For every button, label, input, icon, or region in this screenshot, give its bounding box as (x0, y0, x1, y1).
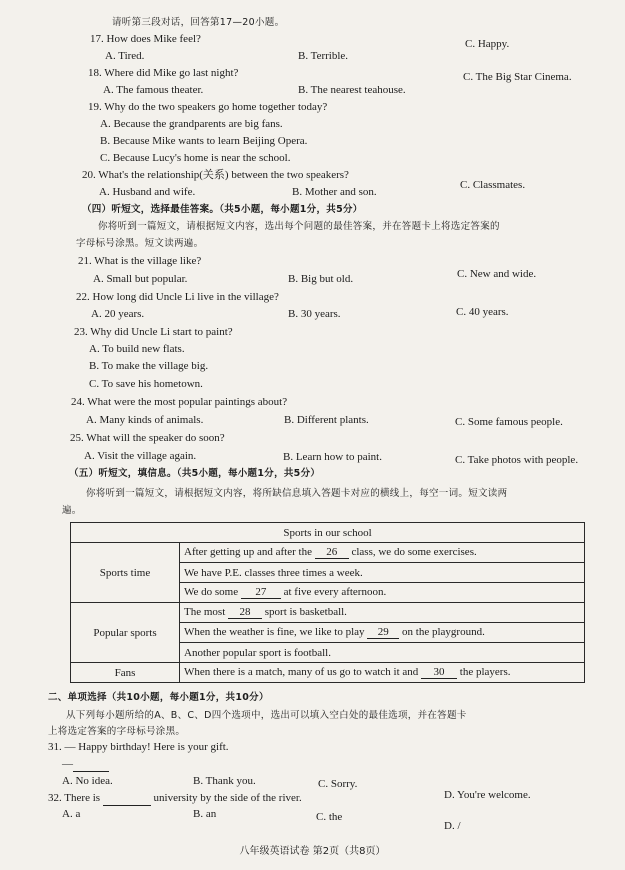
question-17: 17. How does Mike feel? (90, 33, 201, 45)
sports-time-label: Sports time (71, 543, 180, 603)
section4-instruction-line2: 字母标号涂黑。短文读两遍。 (76, 238, 204, 249)
q32-option-a: A. a (62, 808, 81, 820)
section5-instruction-line2: 遍。 (62, 505, 82, 516)
fans-label: Fans (71, 663, 180, 683)
question-19: 19. Why do the two speakers go home together today? (88, 101, 328, 113)
q23-option-c: C. To save his hometown. (89, 378, 203, 390)
q19-option-b: B. Because Mike wants to learn Beijing Opera. (100, 135, 308, 147)
table-row: We have P.E. classes three times a week. (180, 563, 585, 583)
question-23: 23. Why did Uncle Li start to paint? (74, 326, 233, 338)
q24-option-c: C. Some famous people. (455, 416, 563, 428)
q17-option-a: A. Tired. (105, 50, 145, 62)
table-row: When the weather is fine, we like to play 29 on the playground. (180, 623, 585, 643)
q22-option-b: B. 30 years. (288, 308, 341, 320)
part2-instruction-line1: 从下列每小题所给的A、B、C、D四个选项中，选出可以填入空白处的最佳选项，并在答题卡 (66, 710, 467, 721)
page-footer: 八年级英语试卷 第2页（共8页） (239, 846, 386, 857)
question-32: 32. There is university by the side of the river. (48, 792, 302, 804)
question-22: 22. How long did Uncle Li live in the village? (76, 291, 279, 303)
q22-option-a: A. 20 years. (91, 308, 145, 320)
q24-option-b: B. Different plants. (284, 414, 369, 426)
table-row: We do some 27 at five every afternoon. (180, 583, 585, 603)
popular-sports-label: Popular sports (71, 603, 180, 663)
question-31: 31. — Happy birthday! Here is your gift. (48, 741, 229, 753)
blank-28[interactable]: 28 (228, 606, 262, 619)
q25-option-a: A. Visit the village again. (84, 450, 197, 462)
q19-option-c: C. Because Lucy's home is near the school. (100, 152, 291, 164)
q19-option-a: A. Because the grandparents are big fans. (100, 118, 283, 130)
q31-option-c: C. Sorry. (318, 778, 358, 790)
q31-option-b: B. Thank you. (193, 775, 256, 787)
q18-option-a: A. The famous theater. (103, 84, 204, 96)
question-21: 21. What is the village like? (78, 255, 202, 267)
table-row: After getting up and after the 26 class, we do some exercises. (180, 543, 585, 563)
q32-option-b: B. an (193, 808, 217, 820)
part2-title: 二、单项选择（共10小题，每小题1分，共10分） (48, 692, 269, 703)
question-20: 20. What's the relationship(关系) between the two speakers? (82, 169, 349, 181)
q31-blank (73, 758, 109, 772)
q23-option-a: A. To build new flats. (89, 343, 185, 355)
q18-option-c: C. The Big Star Cinema. (463, 71, 572, 83)
section4-instruction-line1: 你将听到一篇短文，请根据短文内容，选出每个问题的最佳答案，并在答题卡上将选定答案的 (98, 221, 500, 232)
sports-info-table (70, 522, 585, 683)
table-row: The most 28 sport is basketball. (180, 603, 585, 623)
q32-option-d: D. / (444, 820, 461, 832)
blank-26[interactable]: 26 (315, 546, 349, 559)
q23-option-b: B. To make the village big. (89, 360, 209, 372)
q20-option-c: C. Classmates. (460, 179, 526, 191)
q31-option-d: D. You're welcome. (444, 789, 531, 801)
q18-option-b: B. The nearest teahouse. (298, 84, 406, 96)
q32-blank (103, 792, 151, 806)
blank-27[interactable]: 27 (241, 586, 281, 599)
question-24: 24. What were the most popular paintings about? (71, 396, 288, 408)
section5-title: （五）听短文，填信息。（共5小题，每小题1分，共5分） (69, 468, 321, 479)
q25-option-b: B. Learn how to paint. (283, 451, 382, 463)
q20-option-a: A. Husband and wife. (99, 186, 196, 198)
q31-option-a: A. No idea. (62, 775, 113, 787)
q17-option-c: C. Happy. (465, 38, 510, 50)
table-row: Another popular sport is football. (180, 643, 585, 663)
question-25: 25. What will the speaker do soon? (70, 432, 225, 444)
q22-option-c: C. 40 years. (456, 306, 509, 318)
question-18: 18. Where did Mike go last night? (88, 67, 239, 79)
q21-option-c: C. New and wide. (457, 268, 537, 280)
table-row: When there is a match, many of us go to watch it and 30 the players. (180, 663, 585, 683)
blank-30[interactable]: 30 (421, 666, 457, 679)
section5-instruction-line1: 你将听到一篇短文，请根据短文内容，将所缺信息填入答题卡对应的横线上，每空一词。短文读两 (86, 488, 508, 499)
section4-title: （四）听短文，选择最佳答案。（共5小题，每小题1分，共5分） (82, 204, 363, 215)
section3-instruction: 请听第三段对话，回答第17—20小题。 (112, 17, 285, 28)
part2-instruction-line2: 上将选定答案的字母标号涂黑。 (48, 726, 186, 737)
q21-option-b: B. Big but old. (288, 273, 354, 285)
q32-option-c: C. the (316, 811, 343, 823)
q31-answer-line: — (62, 758, 109, 772)
q17-option-b: B. Terrible. (298, 50, 349, 62)
blank-29[interactable]: 29 (367, 626, 399, 639)
q20-option-b: B. Mother and son. (292, 186, 377, 198)
table-header: Sports in our school (71, 523, 585, 543)
q24-option-a: A. Many kinds of animals. (86, 414, 204, 426)
q21-option-a: A. Small but popular. (93, 273, 188, 285)
q25-option-c: C. Take photos with people. (455, 454, 579, 466)
